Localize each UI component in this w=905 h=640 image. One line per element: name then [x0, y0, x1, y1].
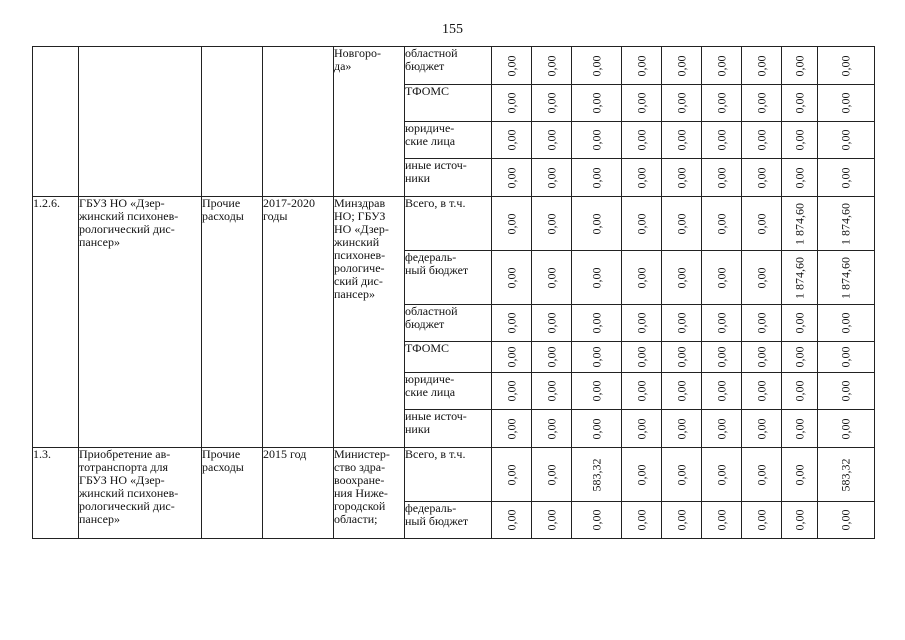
cell-no: [33, 47, 79, 197]
cell-value: [622, 410, 662, 448]
value-text: 0,00: [634, 167, 648, 188]
cell-value: [818, 305, 875, 342]
cell-value: [818, 410, 875, 448]
value-text: 0,00: [754, 418, 768, 439]
cell-value: [742, 502, 782, 539]
cell-value: [782, 305, 818, 342]
value-text: 0,00: [589, 312, 603, 334]
cell-value: [532, 502, 572, 539]
cell-value: [782, 85, 818, 122]
cell-value: [818, 197, 875, 251]
value-text: 0,00: [754, 129, 768, 151]
value-text: 0,00: [674, 92, 688, 114]
value-text: 0,00: [754, 346, 768, 368]
cell-value: [622, 47, 662, 85]
cell-value: [572, 197, 622, 251]
cell-period: 2017-2020 годы: [263, 197, 334, 448]
value-text: 0,00: [838, 380, 853, 402]
cell-value: [572, 122, 622, 159]
value-text: 0,00: [589, 55, 603, 76]
value-text: 0,00: [634, 213, 648, 234]
value-text: 0,00: [634, 55, 648, 76]
value-text: 0,00: [504, 418, 518, 439]
value-text: 0,00: [754, 464, 768, 485]
cell-value: [572, 373, 622, 410]
value-text: 0,00: [754, 312, 768, 334]
cell-type: Прочие расходы: [202, 197, 263, 448]
cell-value: [492, 251, 532, 305]
value-text: 0,00: [714, 267, 728, 288]
cell-value: [818, 47, 875, 85]
value-text: 0,00: [714, 380, 728, 402]
cell-value: [818, 251, 875, 305]
cell-type: [202, 47, 263, 197]
cell-value: [622, 342, 662, 373]
value-text: 0,00: [754, 380, 768, 402]
value-text: 0,00: [634, 418, 648, 439]
cell-value: [742, 251, 782, 305]
cell-value: [572, 502, 622, 539]
cell-value: [662, 373, 702, 410]
cell-value: [492, 197, 532, 251]
value-text: 0,00: [714, 129, 728, 151]
cell-value: [572, 251, 622, 305]
value-text: 0,00: [504, 380, 518, 402]
value-text: 0,00: [634, 509, 648, 531]
value-text: 0,00: [674, 129, 688, 151]
cell-value: [532, 448, 572, 502]
value-text: 583,32: [838, 458, 853, 491]
cell-value: [702, 342, 742, 373]
value-text: 0,00: [792, 55, 806, 76]
cell-value: [532, 373, 572, 410]
value-text: 0,00: [792, 92, 806, 114]
value-text: 0,00: [838, 55, 853, 76]
cell-value: [742, 47, 782, 85]
cell-value: [662, 410, 702, 448]
value-text: 0,00: [674, 267, 688, 288]
cell-value: [492, 373, 532, 410]
cell-source: ТФОМС: [405, 342, 492, 373]
value-text: 0,00: [838, 312, 853, 334]
cell-value: [742, 85, 782, 122]
cell-value: [532, 251, 572, 305]
cell-value: [662, 47, 702, 85]
value-text: 0,00: [589, 380, 603, 402]
cell-value: [742, 305, 782, 342]
value-text: 1 874,60: [792, 202, 806, 245]
value-text: 0,00: [504, 464, 518, 485]
value-text: 0,00: [714, 55, 728, 76]
cell-value: [742, 410, 782, 448]
value-text: 0,00: [634, 346, 648, 368]
value-text: 0,00: [589, 92, 603, 114]
cell-value: [572, 305, 622, 342]
cell-source: ТФОМС: [405, 85, 492, 122]
cell-value: [702, 373, 742, 410]
cell-value: [622, 251, 662, 305]
cell-value: [702, 47, 742, 85]
cell-value: [742, 122, 782, 159]
cell-value: [742, 373, 782, 410]
value-text: 0,00: [754, 92, 768, 114]
cell-value: [818, 122, 875, 159]
cell-value: [532, 85, 572, 122]
cell-value: [702, 85, 742, 122]
value-text: 0,00: [589, 213, 603, 234]
cell-value: [702, 159, 742, 197]
value-text: 0,00: [504, 509, 518, 531]
cell-value: [782, 410, 818, 448]
cell-value: [532, 159, 572, 197]
cell-value: [662, 342, 702, 373]
cell-value: [662, 122, 702, 159]
cell-value: [782, 342, 818, 373]
cell-value: [818, 373, 875, 410]
cell-value: [742, 197, 782, 251]
cell-no: 1.2.6.: [33, 197, 79, 448]
cell-value: [782, 122, 818, 159]
value-text: 0,00: [792, 167, 806, 188]
cell-value: [492, 122, 532, 159]
value-text: 0,00: [544, 380, 558, 402]
cell-value: [492, 410, 532, 448]
cell-value: [742, 159, 782, 197]
value-text: 1 874,60: [838, 202, 853, 245]
value-text: 0,00: [634, 129, 648, 151]
value-text: 0,00: [544, 213, 558, 234]
value-text: 0,00: [792, 464, 806, 485]
page-number: 155: [442, 22, 463, 37]
cell-value: [782, 502, 818, 539]
cell-value: [492, 85, 532, 122]
cell-source: иные источ- ники: [405, 410, 492, 448]
table-row: [33, 448, 875, 502]
cell-value: [492, 342, 532, 373]
cell-exec: Минздрав НО; ГБУЗ НО «Дзер- жинский психонев- рологиче- ский дис- пансер»: [334, 197, 405, 448]
value-text: 0,00: [504, 346, 518, 368]
value-text: 0,00: [714, 464, 728, 485]
cell-value: [532, 47, 572, 85]
cell-source: федераль- ный бюджет: [405, 251, 492, 305]
cell-value: [782, 47, 818, 85]
value-text: 0,00: [634, 267, 648, 288]
value-text: 0,00: [838, 346, 853, 368]
cell-value: [622, 502, 662, 539]
cell-value: [662, 197, 702, 251]
value-text: 0,00: [589, 418, 603, 439]
value-text: 0,00: [792, 509, 806, 531]
table-row: [33, 47, 875, 85]
cell-value: [572, 159, 622, 197]
value-text: 583,32: [589, 458, 603, 491]
cell-exec: Новгоро- да»: [334, 47, 405, 197]
value-text: 0,00: [589, 167, 603, 188]
cell-source: Всего, в т.ч.: [405, 197, 492, 251]
cell-value: [492, 305, 532, 342]
value-text: 0,00: [589, 129, 603, 151]
cell-value: [622, 373, 662, 410]
value-text: 0,00: [714, 418, 728, 439]
cell-source: юридиче- ские лица: [405, 373, 492, 410]
value-text: 0,00: [792, 418, 806, 439]
cell-source: Всего, в т.ч.: [405, 448, 492, 502]
cell-value: [818, 342, 875, 373]
cell-period: [263, 47, 334, 197]
cell-source: областной бюджет: [405, 47, 492, 85]
value-text: 0,00: [544, 55, 558, 76]
cell-value: [662, 305, 702, 342]
cell-value: [662, 502, 702, 539]
value-text: 0,00: [674, 380, 688, 402]
value-text: 0,00: [674, 167, 688, 188]
value-text: 0,00: [544, 129, 558, 151]
value-text: 0,00: [714, 167, 728, 188]
financing-table: [32, 46, 875, 539]
cell-value: [702, 197, 742, 251]
value-text: 0,00: [504, 55, 518, 76]
cell-value: [782, 159, 818, 197]
value-text: 0,00: [674, 418, 688, 439]
cell-name: Приобретение ав- тотранспорта для ГБУЗ НО «Дзер- жинский психонев- рологический дис- пансер»: [79, 448, 202, 539]
cell-value: [662, 85, 702, 122]
cell-value: [702, 122, 742, 159]
cell-value: [492, 159, 532, 197]
value-text: 0,00: [674, 346, 688, 368]
value-text: 0,00: [504, 129, 518, 151]
value-text: 0,00: [674, 55, 688, 76]
cell-source: федераль- ный бюджет: [405, 502, 492, 539]
value-text: 0,00: [544, 418, 558, 439]
cell-value: [622, 305, 662, 342]
cell-no: 1.3.: [33, 448, 79, 539]
cell-value: [532, 410, 572, 448]
cell-value: [622, 85, 662, 122]
cell-value: [622, 448, 662, 502]
cell-type: Прочие расходы: [202, 448, 263, 539]
value-text: 0,00: [544, 312, 558, 334]
value-text: 0,00: [504, 312, 518, 334]
cell-value: [742, 448, 782, 502]
cell-value: [782, 251, 818, 305]
value-text: 0,00: [504, 167, 518, 188]
value-text: 0,00: [544, 267, 558, 288]
cell-value: [818, 159, 875, 197]
value-text: 0,00: [544, 92, 558, 114]
cell-value: [662, 448, 702, 502]
cell-value: [818, 448, 875, 502]
cell-value: [622, 197, 662, 251]
value-text: 0,00: [714, 509, 728, 531]
value-text: 0,00: [589, 267, 603, 288]
cell-value: [532, 197, 572, 251]
cell-value: [702, 305, 742, 342]
value-text: 0,00: [674, 464, 688, 485]
cell-name: [79, 47, 202, 197]
value-text: 0,00: [754, 509, 768, 531]
value-text: 0,00: [754, 167, 768, 188]
value-text: 0,00: [544, 509, 558, 531]
cell-value: [782, 373, 818, 410]
value-text: 0,00: [838, 129, 853, 151]
value-text: 0,00: [838, 167, 853, 188]
value-text: 0,00: [504, 267, 518, 288]
value-text: 1 874,60: [838, 256, 853, 299]
cell-value: [572, 47, 622, 85]
value-text: 0,00: [714, 346, 728, 368]
value-text: 0,00: [544, 464, 558, 485]
value-text: 0,00: [634, 464, 648, 485]
cell-value: [492, 47, 532, 85]
cell-name: ГБУЗ НО «Дзер- жинский психонев- рологический дис- пансер»: [79, 197, 202, 448]
value-text: 1 874,60: [792, 256, 806, 299]
cell-value: [702, 448, 742, 502]
value-text: 0,00: [634, 92, 648, 114]
value-text: 0,00: [634, 380, 648, 402]
value-text: 0,00: [714, 213, 728, 234]
value-text: 0,00: [714, 312, 728, 334]
value-text: 0,00: [754, 267, 768, 288]
cell-period: 2015 год: [263, 448, 334, 539]
table-row: [33, 197, 875, 251]
cell-value: [622, 122, 662, 159]
cell-value: [572, 85, 622, 122]
value-text: 0,00: [674, 312, 688, 334]
cell-exec: Министер- ство здра- воохране- ния Ниже- городской области;: [334, 448, 405, 539]
cell-value: [782, 448, 818, 502]
value-text: 0,00: [838, 92, 853, 114]
value-text: 0,00: [544, 167, 558, 188]
cell-source: иные источ- ники: [405, 159, 492, 197]
cell-value: [572, 448, 622, 502]
cell-value: [702, 251, 742, 305]
value-text: 0,00: [714, 92, 728, 114]
cell-value: [572, 410, 622, 448]
value-text: 0,00: [504, 213, 518, 234]
value-text: 0,00: [674, 213, 688, 234]
value-text: 0,00: [544, 346, 558, 368]
value-text: 0,00: [634, 312, 648, 334]
value-text: 0,00: [792, 312, 806, 334]
cell-value: [702, 410, 742, 448]
cell-value: [818, 502, 875, 539]
cell-value: [492, 502, 532, 539]
cell-value: [702, 502, 742, 539]
cell-value: [742, 342, 782, 373]
cell-value: [572, 342, 622, 373]
value-text: 0,00: [504, 92, 518, 114]
cell-value: [532, 305, 572, 342]
cell-value: [782, 197, 818, 251]
cell-source: юридиче- ские лица: [405, 122, 492, 159]
cell-value: [532, 342, 572, 373]
cell-value: [622, 159, 662, 197]
value-text: 0,00: [838, 418, 853, 439]
cell-value: [532, 122, 572, 159]
value-text: 0,00: [792, 346, 806, 368]
value-text: 0,00: [674, 509, 688, 531]
cell-value: [662, 159, 702, 197]
value-text: 0,00: [792, 380, 806, 402]
value-text: 0,00: [754, 213, 768, 234]
value-text: 0,00: [589, 509, 603, 531]
cell-value: [662, 251, 702, 305]
cell-value: [492, 448, 532, 502]
value-text: 0,00: [754, 55, 768, 76]
value-text: 0,00: [838, 509, 853, 531]
cell-value: [818, 85, 875, 122]
cell-source: областной бюджет: [405, 305, 492, 342]
value-text: 0,00: [792, 129, 806, 151]
value-text: 0,00: [589, 346, 603, 368]
